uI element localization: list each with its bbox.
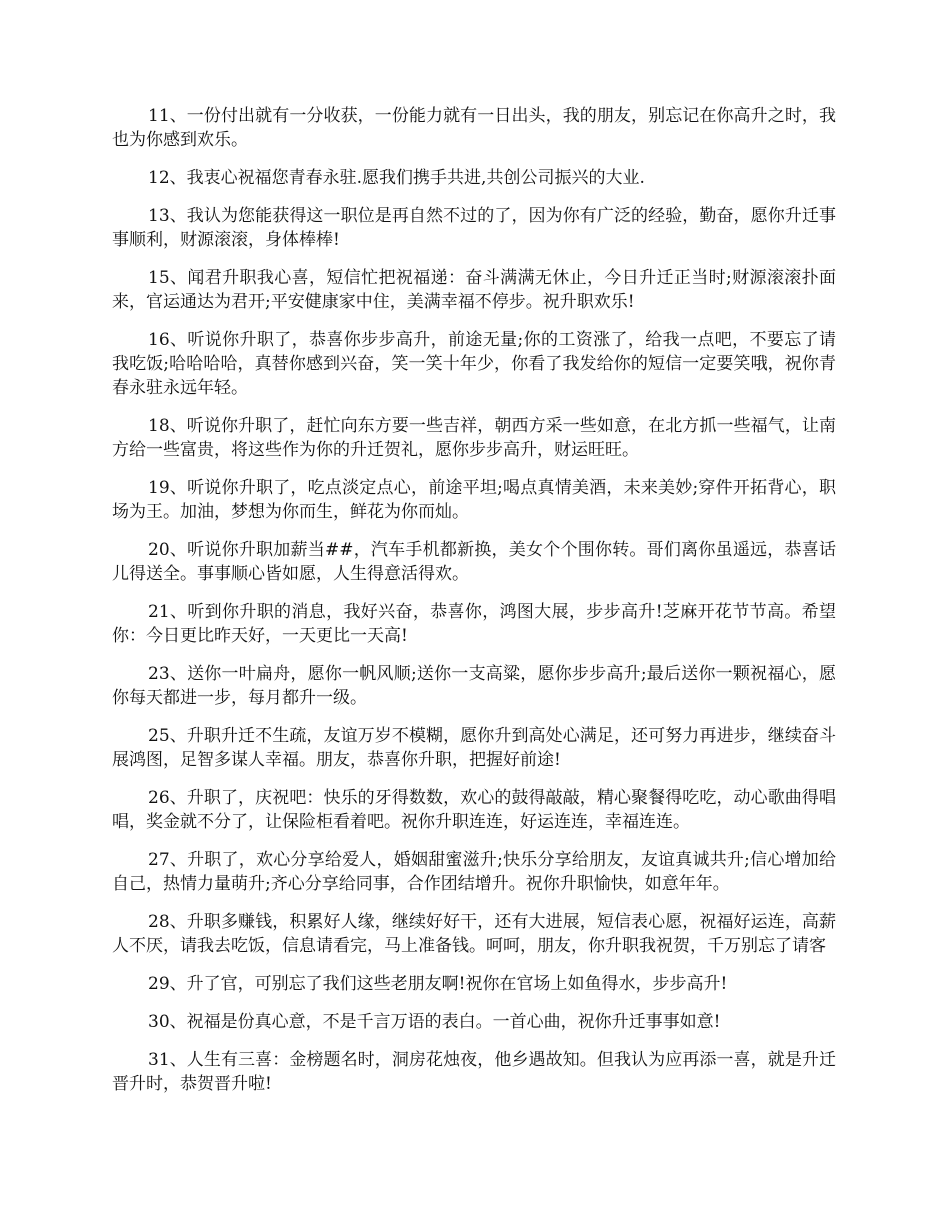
paragraph-23: 23、送你一叶扁舟，愿你一帆风顺;送你一支高粱，愿你步步高升;最后送你一颗祝福心，愿你每天都进一步，每月都升一级。: [112, 664, 836, 708]
paragraph-31: 31、人生有三喜：金榜题名时，洞房花烛夜，他乡遇故知。但我认为应再添一喜，就是升迁晋升时，恭贺晋升啦!: [112, 1050, 836, 1094]
paragraph-20: 20、听说你升职加薪当##，汽车手机都新换，美女个个围你转。哥们离你虽遥远，恭喜话儿得送全。事事顺心皆如愿，人生得意活得欢。: [112, 540, 836, 584]
paragraph-25: 25、升职升迁不生疏，友谊万岁不模糊，愿你升到高处心满足，还可努力再进步，继续奋斗展鸿图，足智多谋人幸福。朋友，恭喜你升职，把握好前途!: [112, 726, 836, 770]
paragraph-11: 11、一份付出就有一分收获，一份能力就有一日出头，我的朋友，别忘记在你高升之时，我也为你感到欢乐。: [112, 106, 836, 150]
paragraph-21: 21、听到你升职的消息，我好兴奋，恭喜你，鸿图大展，步步高升!芝麻开花节节高。希望你：今日更比昨天好，一天更比一天高!: [112, 602, 836, 646]
paragraph-19: 19、听说你升职了，吃点淡定点心，前途平坦;喝点真情美酒，未来美妙;穿件开拓背心，职场为王。加油，梦想为你而生，鲜花为你而灿。: [112, 478, 836, 522]
paragraph-26: 26、升职了，庆祝吧：快乐的牙得数数，欢心的鼓得敲敲，精心聚餐得吃吃，动心歌曲得唱唱，奖金就不分了，让保险柜看着吧。祝你升职连连，好运连连，幸福连连。: [112, 788, 836, 832]
paragraph-29: 29、升了官，可别忘了我们这些老朋友啊!祝你在官场上如鱼得水，步步高升!: [148, 974, 728, 994]
document-body: [112, 104, 836, 1110]
paragraph-18: 18、听说你升职了，赶忙向东方要一些吉祥，朝西方采一些如意，在北方抓一些福气，让南方给一些富贵，将这些作为你的升迁贺礼，愿你步步高升，财运旺旺。: [112, 416, 836, 460]
paragraph-12: 12、我衷心祝福您青春永驻.愿我们携手共进,共创公司振兴的大业.: [148, 168, 645, 188]
paragraph-28: 28、升职多赚钱，积累好人缘，继续好好干，还有大进展，短信表心愿，祝福好运连，高薪人不厌，请我去吃饭，信息请看完，马上准备钱。呵呵，朋友，你升职我祝贺，千万别忘了请客: [112, 912, 836, 956]
paragraph-30: 30、祝福是份真心意，不是千言万语的表白。一首心曲，祝你升迁事事如意!: [148, 1012, 721, 1032]
paragraph-16: 16、听说你升职了，恭喜你步步高升，前途无量;你的工资涨了，给我一点吧，不要忘了请我吃饭;哈哈哈哈，真替你感到兴奋，笑一笑十年少，你看了我发给你的短信一定要笑哦，祝你青春永驻永远年轻。: [112, 330, 836, 398]
paragraph-15: 15、闻君升职我心喜，短信忙把祝福递：奋斗满满无休止，今日升迁正当时;财源滚滚扑面来，官运通达为君开;平安健康家中住，美满幸福不停步。祝升职欢乐!: [112, 268, 836, 312]
paragraph-13: 13、我认为您能获得这一职位是再自然不过的了，因为你有广泛的经验，勤奋，愿你升迁事事顺利，财源滚滚，身体棒棒!: [112, 206, 836, 250]
paragraph-27: 27、升职了，欢心分享给爱人，婚姻甜蜜滋升;快乐分享给朋友，友谊真诚共升;信心增加给自己，热情力量萌升;齐心分享给同事，合作团结增升。祝你升职愉快，如意年年。: [112, 850, 836, 894]
